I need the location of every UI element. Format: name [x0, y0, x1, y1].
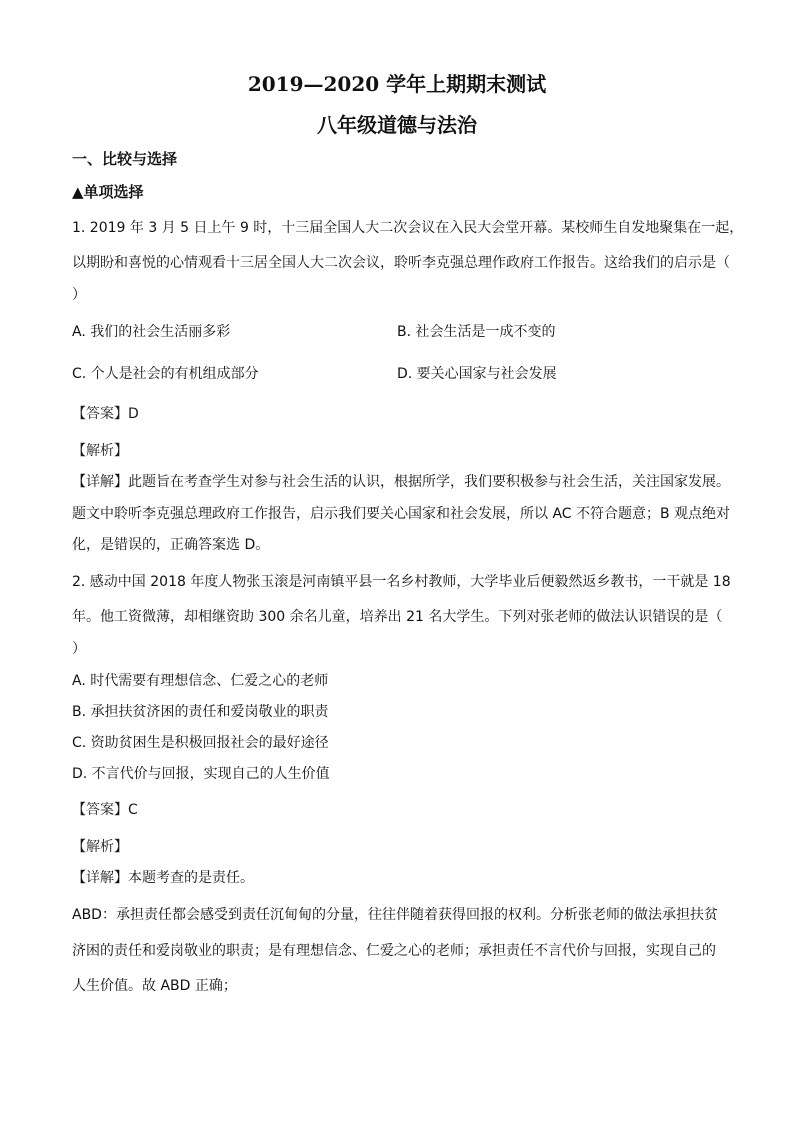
q1-option-a: A. 我们的社会生活丽多彩 — [72, 324, 231, 340]
q1-stem-line2: 以期盼和喜悦的心情观看十三居全国人大二次会议，聆听李克强总理作政府工作报告。这给我们的启示是（ — [72, 255, 730, 271]
q2-option-a: A. 时代需要有理想信念、仁爱之心的老师 — [72, 673, 329, 689]
q2-stem-line1: 2. 感动中国 2018 年度人物张玉滚是河南镇平县一名乡村教师，大学毕业后便毅然返乡教书，一干就是 18 — [72, 574, 731, 590]
section-heading: 一、比较与选择 — [72, 150, 178, 168]
q2-detail-line2: ABD：承担责任都会感受到责任沉甸甸的分量，往往伴随着获得回报的权利。分析张老师的做法承担扶贫 — [72, 907, 718, 923]
q1-option-c: C. 个人是社会的有机组成部分 — [72, 366, 259, 382]
q2-detail-line1: 【详解】本题考查的是责任。 — [72, 870, 254, 886]
section-subheading: ▲单项选择 — [72, 183, 144, 201]
q1-option-b: B. 社会生活是一成不变的 — [397, 324, 556, 340]
q1-detail-line2: 题文中聆听李克强总理政府工作报告，启示我们要关心国家和社会发展，所以 AC 不符合题意；B 观点绝对 — [72, 506, 731, 522]
q1-detail-line3: 化，是错误的，正确答案选 D。 — [72, 537, 270, 553]
q2-answer: 【答案】C — [72, 802, 138, 818]
q2-analysis-label: 【解析】 — [72, 839, 128, 855]
q1-stem-line1: 1. 2019 年 3 月 5 日上午 9 时，十三届全国人大二次会议在入民大会堂开幕。某校师生自发地聚集在一起， — [72, 220, 744, 236]
q2-option-c: C. 资助贫困生是积极回报社会的最好途径 — [72, 735, 329, 751]
q1-detail-line1: 【详解】此题旨在考查学生对参与社会生活的认识，根据所学，我们要积极参与社会生活，关注国家发展。 — [72, 474, 730, 490]
q2-stem-line3: ） — [72, 641, 86, 657]
q2-detail-line3: 济困的责任和爱岗敬业的职责；是有理想信念、仁爱之心的老师；承担责任不言代价与回报，实现自己的 — [72, 943, 716, 959]
q2-detail-line4: 人生价值。故 ABD 正确； — [72, 978, 237, 994]
q2-stem-line2: 年。他工资微薄，却相继资助 300 余名儿童，培养出 21 名大学生。下列对张老师的做法认识错误的是（ — [72, 609, 723, 625]
q1-answer: 【答案】D — [72, 406, 139, 422]
exam-title: 2019—2020 学年上期期末测试 — [247, 72, 547, 96]
q1-stem-line3: ） — [72, 287, 86, 303]
q2-option-b: B. 承担扶贫济困的责任和爱岗敬业的职责 — [72, 704, 329, 720]
q1-option-d: D. 要关心国家与社会发展 — [397, 366, 557, 382]
exam-subtitle: 八年级道德与法治 — [317, 113, 477, 137]
q1-analysis-label: 【解析】 — [72, 443, 128, 459]
q2-option-d: D. 不言代价与回报，实现自己的人生价值 — [72, 766, 330, 782]
